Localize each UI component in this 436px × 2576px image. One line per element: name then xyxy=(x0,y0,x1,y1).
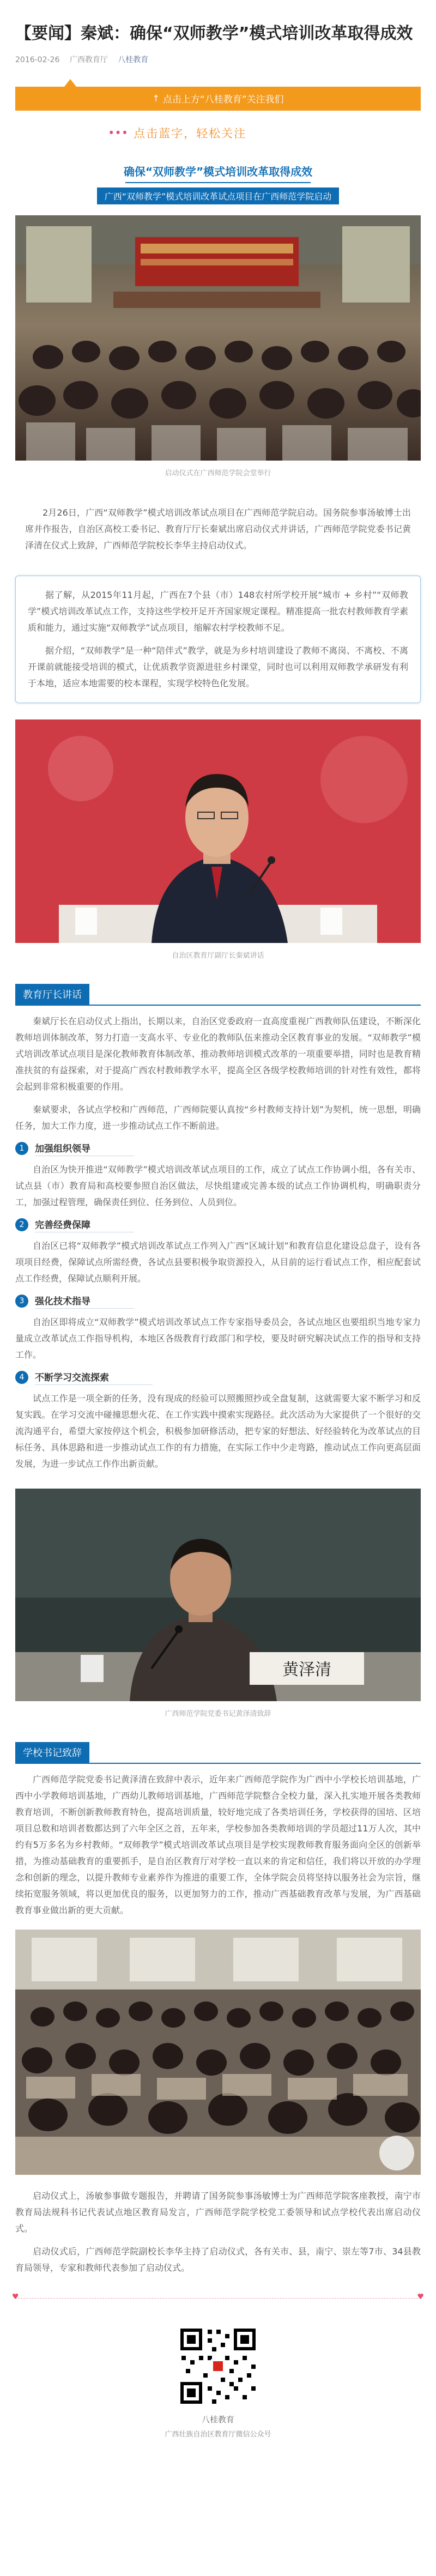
photo-audience[interactable] xyxy=(15,1930,421,2175)
qr-sub-label: 广西壮族自治区教育厅微信公众号 xyxy=(165,2430,271,2439)
headline-sub: 广西“双师教学”模式培训改革试点项目在广西师范学院启动 xyxy=(97,188,340,204)
box-paragraph: 据介绍，“双师教学”是一种“陪伴式”教学，就是为乡村培训建设了教师不离岗、不离校、不离开课前就能接受培训的模式，让优质教学资源进驻乡村课堂，同时也可以利用双师教学承研发有利于本地，适应本地需要的校本课程，实现学校特色化发展。 xyxy=(28,645,408,688)
closing-paragraph: 启动仪式上，汤敏参事做专题报告，并聘请了国务院参事汤敏博士为广西师范学院客座教授，南宁市教育局法规科书记代表试点地区教育局发言，广西师范学院学校党工委领导和试点学校代表出席启动仪式。 xyxy=(15,2190,421,2234)
sub-item xyxy=(15,1141,421,1211)
ceremony-hall-image xyxy=(15,215,421,461)
sub-paragraph: 自治区为快开推进“双师教学”模式培训改革试点项目的工作，成立了试点工作协调小组，各有关市、试点县（市）教育局和高校要参照自治区做法，尽快组建或完善本级的试点工作协调机构，明确职责分工，加强过程管理，确保责任到位、任务到位、人员到位。 xyxy=(15,1164,421,1207)
photo-caption: 启动仪式在广西师范学院会堂举行 xyxy=(165,469,271,477)
arrow-up-icon xyxy=(64,79,76,87)
dots-icon: ••• xyxy=(108,126,129,140)
photo-caption: 自治区教育厅副厅长秦斌讲话 xyxy=(172,951,264,960)
secretary-image xyxy=(15,1489,421,1701)
sub-heading xyxy=(15,1370,421,1385)
footer xyxy=(0,2325,436,2439)
sub-title: 完善经费保障 xyxy=(35,1217,134,1232)
sub-paragraph: 试点工作是一项全新的任务，没有现成的经验可以照搬照抄或全盘复制，这就需要大家不断学习和反复实践。在学习交流中碰撞思想火花、在工作实践中摸索实现路径。此次活动为大家提供了一个很好的交流沟通平台，希望大家按停这个机会，积极参加研修活动，把专家的好想法、好经验转化为改革试点的目标任务、具体思路和进一步推动试点工作的有力措施，在实际工作中少走弯路，推动试点工作向更高层面发展，为进一步试点工作作出新贡献。 xyxy=(15,1393,421,1469)
background-box xyxy=(15,576,421,703)
publish-date: 2016-02-26 xyxy=(15,55,60,64)
section-paragraph: 广西师范学院党委书记黄泽清在致辞中表示，近年来广西师范学院作为广西中小学校长培训基地，广西中小学教师培训基地，广西幼儿教师培训基地，广西师范学院整合全校力量，深入扎实地开展各类教师教育培训，不断创新教师教育特色，提高培训质量，较好地完成了各类培训任务，学校获得的国培、区培项目总数和培训者数都达到了六年全区之首，五年来，学校参加各类教师培训的学员超过11万人次，其中约有5万多名为乡村教师。“双师教学”模式培训改革试点项目是学校实现教师教育服务面向全区的创新举措，为推动基础教育的重要抓手，是自治区教育厅对学校一直以来的肯定和信任，我们将以开放的办学理念和创新的理念，以提升教师专业素养作为推进的重要工作，全体学院会员将坚持以服务社会为宗旨，继续拓宽服务领域，将以更加优良的服务，以更加努力的工作，推动广西基础教育改革与发展，为广西基础教育事业做出新的更大贡献。 xyxy=(15,1774,421,1915)
sub-title: 加强组织领导 xyxy=(35,1141,134,1156)
article-header xyxy=(0,0,436,72)
photo-caption: 广西师范学院党委书记黄泽清致辞 xyxy=(165,1709,271,1718)
sub-paragraph: 自治区已将“双师教学”模式培训改革试点工作列入广西“区域计划”和教育信息化建设总盘子，设有各项项目经费，保障试点所需经费，各试点县要积极争取资源投入，从目前的运行看试点工作，相应配套试点工作经费，保障试点顺利开展。 xyxy=(15,1240,421,1284)
number-badge-icon: 4 xyxy=(15,1371,28,1384)
follow-banner-text: 点击上方“八桂教育”关注我们 xyxy=(162,94,284,105)
article-source: 广西教育厅 xyxy=(69,55,108,64)
nameplate-text: 黄泽清 xyxy=(282,1660,331,1679)
headline-underline xyxy=(125,182,311,183)
headline-block xyxy=(15,163,421,204)
photo-secretary-huang[interactable] xyxy=(15,1489,421,1701)
section-secretary-speech xyxy=(15,1763,421,1919)
qr-code-icon xyxy=(177,2325,259,2407)
sub-item xyxy=(15,1370,421,1472)
follow-slogan xyxy=(15,120,421,146)
section-tag-secretary: 学校书记致辞 xyxy=(15,1742,89,1763)
section-paragraph: 秦斌厅长在启动仪式上指出，长期以来，自治区党委政府一直高度重视广西教师队伍建设，不断深化教师培训体制改革，努力打造一支高水平、专业化的教师队伍来推动全区教育事业的发展。“双师教学”模式培训改革试点项目是深化教师教育体制改革、推动教师培训模式改革的一项重要举措，同时也是教育精准扶贫的有益探索，对于提高广西农村教师教学水平，提高全区各级学校教师培训的针对性有效性，都将会起到非常积极重要的作用。 xyxy=(15,1015,421,1092)
sub-title: 强化技术指导 xyxy=(35,1293,134,1309)
article-title: 【要闻】秦斌：确保“双师教学”模式培训改革取得成效 xyxy=(15,24,413,43)
photo-ceremony-hall[interactable] xyxy=(15,215,421,461)
sub-item xyxy=(15,1293,421,1363)
sub-item xyxy=(15,1217,421,1287)
photo-speaker-qin[interactable] xyxy=(15,719,421,943)
finger-up-icon: ↑ xyxy=(152,93,160,104)
number-badge-icon: 3 xyxy=(15,1295,28,1308)
section-paragraph: 秦斌要求，各试点学校和广西师范，广西师院要认真按“乡村教师支持计划”为契机，统一思想，明确任务，加大工作力度，进一步推动试点工作不断前进。 xyxy=(15,1104,421,1131)
account-link[interactable]: 八桂教育 xyxy=(118,55,149,64)
sub-title: 不断学习交流探索 xyxy=(35,1370,153,1385)
closing-paragraph: 启动仪式后，广西师范学院副校长李华主持了启动仪式，各有关市、县，南宁、崇左等7市、34县教育局领导，专家和教师代表参加了启动仪式。 xyxy=(15,2246,421,2273)
speaker-image xyxy=(15,719,421,943)
qr-label: 八桂教育 xyxy=(201,2414,234,2424)
qr-code[interactable] xyxy=(177,2325,259,2407)
follow-banner[interactable] xyxy=(15,87,421,111)
lead-paragraph: 2月26日，广西“双师教学”模式培训改革试点项目在广西师范学院启动。国务院参事汤敏博士出席并作报告，自治区高校工委书记、教育厅厅长秦斌出席启动仪式并讲话，广西师范学院党委书记黄泽清在仪式上致辞，广西师范学院校长李华主持启动仪式。 xyxy=(25,507,411,551)
number-badge-icon: 2 xyxy=(15,1218,28,1231)
heart-divider xyxy=(12,2292,424,2303)
article-meta xyxy=(15,54,421,65)
slogan-text: 点击蓝字，轻松关注 xyxy=(134,126,247,140)
sub-heading xyxy=(15,1141,421,1156)
sub-heading xyxy=(15,1217,421,1232)
heart-icon: ♥ xyxy=(12,2292,19,2301)
section-tag-minister: 教育厅长讲话 xyxy=(15,984,89,1005)
number-badge-icon: 1 xyxy=(15,1142,28,1155)
sub-paragraph: 自治区即将成立“双师教学”模式培训改革试点工作专家指导委员会，各试点地区也要组织当地专家力量成立改革试点工作指导机构，本地区各级教育行政部门和学校，要及时研究解决试点工作的指导和支持工作。 xyxy=(15,1316,421,1360)
audience-image xyxy=(15,1930,421,2175)
closing-paragraphs xyxy=(15,2175,421,2276)
sub-heading xyxy=(15,1293,421,1309)
headline-main: 确保“双师教学”模式培训改革取得成效 xyxy=(123,165,313,178)
box-paragraph: 据了解，从2015年11月起，广西在7个县（市）148农村所学校开展“城市 + 乡村”“双师教学”模式培训改革试点工作，支持这些学校开足开齐国家规定课程。精准提高一批农村教师教育学素质和能力，通过实施“双师教学”试点项目，缩解农村学校教师不足。 xyxy=(28,589,408,633)
section-minister-speech xyxy=(15,1005,421,1472)
lead-paragraph-block xyxy=(15,497,421,561)
heart-icon: ♥ xyxy=(417,2292,424,2301)
